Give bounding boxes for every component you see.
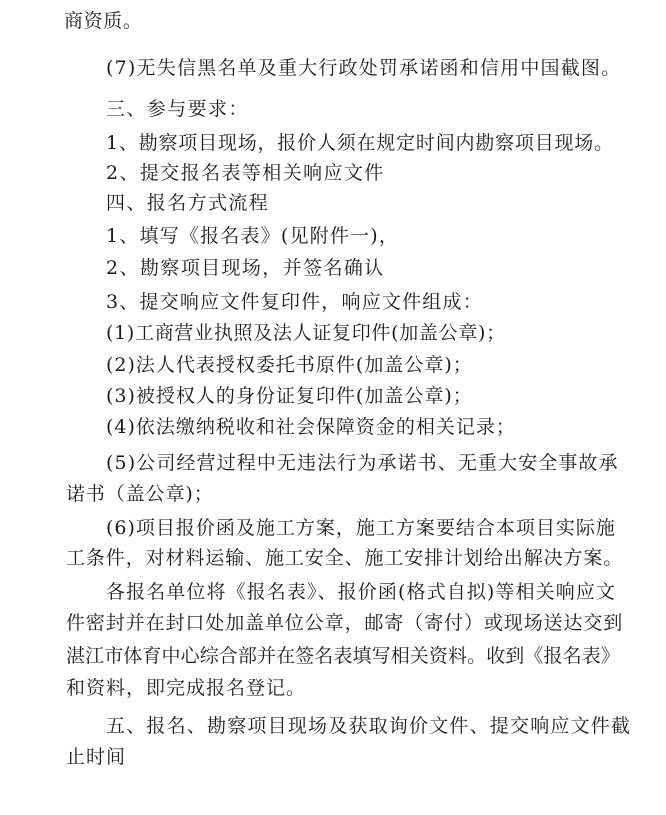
text-line: 件密封并在封口处加盖单位公章，邮寄（寄付）或现场送达交到 [66, 612, 624, 634]
text-line: 湛江市体育中心综合部并在签名表填写相关资料。收到《报名表》 [66, 645, 620, 667]
text-line: 1、填写《报名表》(见附件一)， [106, 225, 400, 247]
text-line: 诺书（盖公章)； [66, 483, 214, 505]
section-heading: 五、报名、勘察项目现场及获取询价文件、提交响应文件截 [106, 715, 632, 737]
text-line: 2、勘察项目现场，并签名确认 [106, 257, 385, 279]
text-line: (1)工商营业执照及法人证复印件(加盖公章)； [106, 322, 506, 344]
text-line: 和资料，即完成报名登记。 [66, 677, 307, 699]
text-line: (5)公司经营过程中无违法行为承诺书、无重大安全事故承 [106, 452, 619, 474]
text-line: 1、勘察项目现场，报价人须在规定时间内勘察项目现场。 [106, 132, 614, 154]
text-line: 3、提交响应文件复印件，响应文件组成： [106, 291, 483, 313]
section-heading: 四、报名方式流程 [106, 192, 270, 214]
text-line: (4)依法缴纳税收和社会保障资金的相关记录； [106, 416, 516, 438]
text-line: 工条件，对材料运输、施工安全、施工安排计划给出解决方案。 [66, 547, 624, 569]
text-line: (6)项目报价函及施工方案，施工方案要结合本项目实际施 [106, 517, 616, 539]
text-line: 各报名单位将《报名表》、报价函(格式自拟)等相关响应文 [106, 581, 617, 603]
text-line: (2)法人代表授权委托书原件(加盖公章)； [106, 354, 473, 376]
text-line: 止时间 [66, 746, 127, 768]
section-heading: 三、参与要求： [106, 98, 249, 120]
text-line: (7)无失信黑名单及重大行政处罚承诺函和信用中国截图。 [106, 57, 622, 79]
text-line: (3)被授权人的身份证复印件(加盖公章)； [106, 385, 473, 407]
text-line: 2、提交报名表等相关响应文件 [106, 162, 385, 184]
text-line: 商资质。 [64, 10, 143, 32]
